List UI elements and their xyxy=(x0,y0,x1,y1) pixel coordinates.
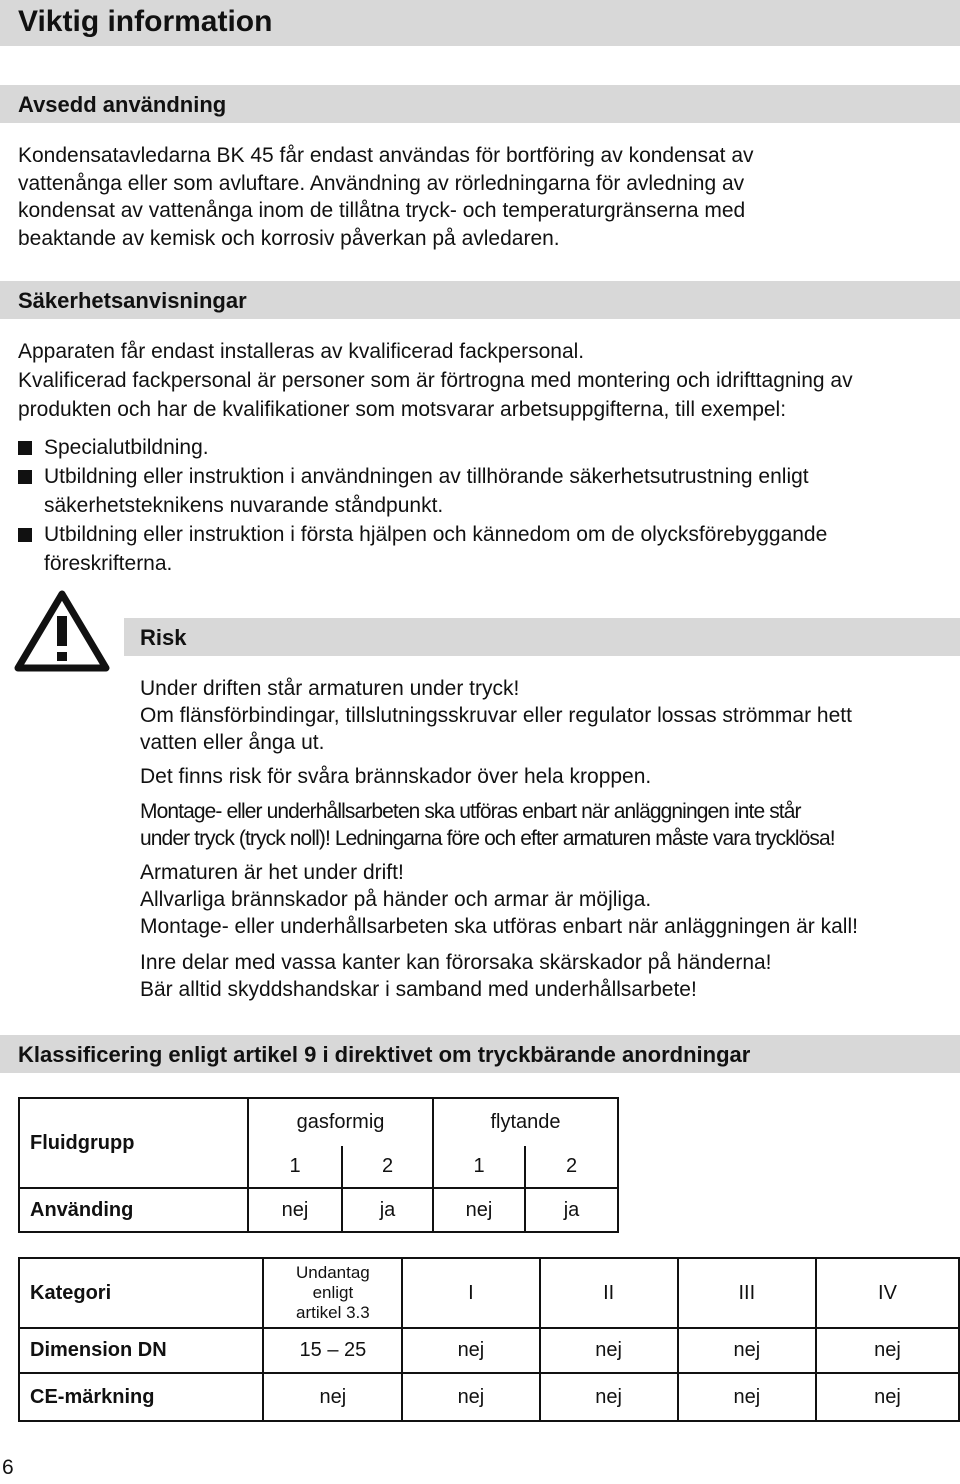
ce-cell: nej xyxy=(540,1373,678,1421)
risk-line-1: Under driften står armaturen under tryck! xyxy=(140,677,520,700)
page-number: 6 xyxy=(2,1456,14,1479)
warning-triangle-icon xyxy=(14,590,110,672)
risk-line-2: Om flänsförbindingar, tillslutningsskruvar eller regulator lossas strömmar hett xyxy=(140,704,852,727)
group-cell: 1 xyxy=(433,1146,525,1188)
category-exception-cell xyxy=(263,1258,402,1328)
usage-label: Använding xyxy=(19,1188,248,1232)
category-cell: III xyxy=(678,1258,816,1328)
exception-line: artikel 3.3 xyxy=(296,1303,370,1322)
exception-line: Undantag xyxy=(296,1263,370,1282)
dimension-label: Dimension DN xyxy=(19,1328,263,1373)
category-cell: II xyxy=(540,1258,678,1328)
usage-cell: ja xyxy=(342,1188,433,1232)
dimension-cell: 15 – 25 xyxy=(263,1328,402,1373)
gas-label: gasformig xyxy=(248,1098,433,1146)
risk-heading: Risk xyxy=(124,618,960,656)
intended-use-line-4: beaktande av kemisk och korrosiv påverkan på avledaren. xyxy=(18,226,560,250)
ce-cell: nej xyxy=(816,1373,959,1421)
intended-use-line-1: Kondensatavledarna BK 45 får endast användas för bortföring av kondensat av xyxy=(18,144,754,167)
risk-line-3: vatten eller ånga ut. xyxy=(140,731,325,754)
risk-line-10: Inre delar med vassa kanter kan förorsaka skärskador på händerna! xyxy=(140,951,772,974)
page-title: Viktig information xyxy=(0,0,960,46)
section-heading-intended-use: Avsedd användning xyxy=(0,85,960,123)
ce-cell: nej xyxy=(402,1373,539,1421)
usage-cell: ja xyxy=(525,1188,618,1232)
safety-bullet-2: Utbildning eller instruktion i användningen av tillhörande säkerhetsutrustning enligt xyxy=(44,465,809,488)
section-heading-safety: Säkerhetsanvisningar xyxy=(0,281,960,319)
risk-line-8: Allvarliga brännskador på händer och armar är möjliga. xyxy=(140,888,652,911)
usage-cell: nej xyxy=(248,1188,342,1232)
category-cell: IV xyxy=(816,1258,959,1328)
fluid-group-table xyxy=(18,1097,619,1233)
safety-bullet-2-cont: säkerhetsteknikens nuvarande ståndpunkt. xyxy=(44,494,444,517)
liquid-label: flytande xyxy=(433,1098,618,1146)
category-cell: I xyxy=(402,1258,539,1328)
group-cell: 2 xyxy=(525,1146,618,1188)
risk-line-5: Montage- eller underhållsarbeten ska utföras enbart när anläggningen inte står xyxy=(140,800,801,823)
bullet-square-icon xyxy=(18,441,32,455)
group-cell: 1 xyxy=(248,1146,342,1188)
ce-label: CE-märkning xyxy=(19,1373,263,1421)
safety-line-3: produkten och har de kvalifikationer som motsvarar arbetsuppgifterna, till exempel: xyxy=(18,398,787,421)
exception-line: enligt xyxy=(312,1283,354,1302)
dimension-cell: nej xyxy=(678,1328,816,1373)
risk-line-7: Armaturen är het under drift! xyxy=(140,861,404,884)
fluid-group-label: Fluidgrupp xyxy=(19,1098,248,1188)
ce-cell: nej xyxy=(263,1373,402,1421)
dimension-cell: nej xyxy=(540,1328,678,1373)
bullet-square-icon xyxy=(18,528,32,542)
usage-cell: nej xyxy=(433,1188,525,1232)
safety-bullet-3: Utbildning eller instruktion i första hjälpen och kännedom om de olycksförebyggande xyxy=(44,523,828,546)
group-cell: 2 xyxy=(342,1146,433,1188)
intended-use-line-3: kondensat av vattenånga inom de tillåtna tryck- och temperaturgränserna med xyxy=(18,199,746,222)
dimension-cell: nej xyxy=(402,1328,539,1373)
ce-cell: nej xyxy=(678,1373,816,1421)
bullet-square-icon xyxy=(18,470,32,484)
section-heading-classification: Klassificering enligt artikel 9 i direktivet om tryckbärande anordningar xyxy=(0,1035,960,1073)
risk-line-9: Montage- eller underhållsarbeten ska utföras enbart när anläggningen är kall! xyxy=(140,915,858,938)
safety-line-2: Kvalificerad fackpersonal är personer som är förtrogna med montering och idrifttagning av xyxy=(18,369,853,392)
category-label: Kategori xyxy=(19,1258,263,1328)
dimension-cell: nej xyxy=(816,1328,959,1373)
risk-line-11: Bär alltid skyddshandskar i samband med underhållsarbete! xyxy=(140,978,697,1001)
safety-line-1: Apparaten får endast installeras av kvalificerad fackpersonal. xyxy=(18,340,585,363)
risk-line-6: under tryck (tryck noll)! Ledningarna före och efter armaturen måste vara trycklösa! xyxy=(140,827,835,850)
risk-line-4: Det finns risk för svåra brännskador över hela kroppen. xyxy=(140,765,652,788)
category-table xyxy=(18,1257,960,1422)
safety-bullet-1: Specialutbildning. xyxy=(44,436,209,459)
safety-bullet-3-cont: föreskrifterna. xyxy=(44,552,173,575)
intended-use-line-2: vattenånga eller som avluftare. Användning av rörledningarna för avledning av xyxy=(18,171,745,195)
